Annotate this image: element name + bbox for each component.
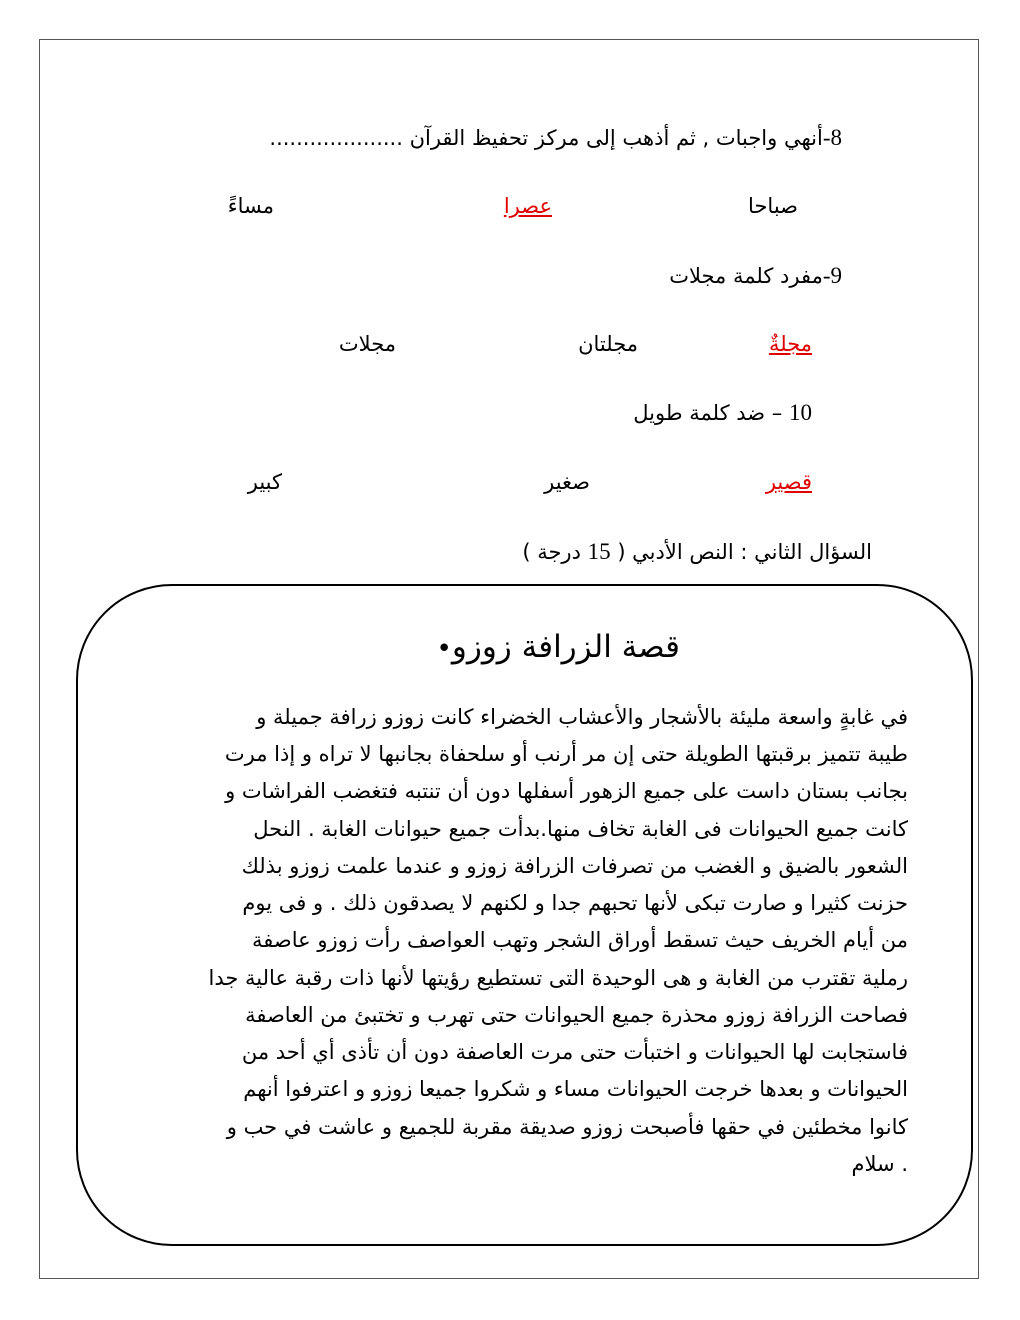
question-8-option-1: صباحا xyxy=(748,194,798,218)
question-8 xyxy=(269,124,842,152)
story-title-text: قصة الزرافة زوزو xyxy=(451,629,680,665)
story-line: فصاحت الزرافة زوزو محذرة جميع الحيوانات حتى تهرب و تختبئ من العاصفة xyxy=(245,1003,908,1027)
question-10-number: 10 xyxy=(789,400,812,425)
question-9-number: 9- xyxy=(822,263,842,288)
section-2-heading-prefix: السؤال الثاني : النص الأدبي ( xyxy=(617,540,872,564)
story-line: كانوا مخطئين في حقها فأصبحت زوزو صديقة مقربة للجميع و عاشت في حب و xyxy=(226,1115,908,1139)
bullet-icon: • xyxy=(436,634,452,664)
question-9-option-3: مجلات xyxy=(338,332,396,356)
question-8-option-3: مساءً xyxy=(227,194,274,218)
story-line: رملية تقترب من الغابة و هى الوحيدة التى تستطيع رؤيتها لأنها ذات رقبة عالية جدا xyxy=(208,966,908,990)
question-8-option-2-correct: عصرا xyxy=(503,194,552,218)
story-line: كانت جميع الحيوانات فى الغابة تخاف منها.بدأت جميع حيوانات الغابة . النحل xyxy=(253,817,908,841)
story-line: في غابةٍ واسعة مليئة بالأشجار والأعشاب الخضراء كانت زوزو زرافة جميلة و xyxy=(256,705,908,729)
story-line: الشعور بالضيق و الغضب من تصرفات الزرافة زوزو و عندما علمت زوزو بذلك xyxy=(241,854,908,878)
story-line: حزنت كثيرا و صارت تبكى لأنها تحبهم جدا و لكنهم لا يصدقون ذلك . و فى يوم xyxy=(242,891,908,915)
story-line: طيبة تتميز برقبتها الطويلة حتى إن مر أرنب أو سلحفاة بجانبها لا تراه و إذا مرت xyxy=(224,742,908,766)
section-2-heading xyxy=(522,538,872,566)
question-10 xyxy=(633,399,812,427)
question-9-option-1-correct: مجلةٌ xyxy=(768,332,812,356)
story-line: فاستجابت لها الحيوانات و اختبأت حتى مرت العاصفة دون أن تأذى أي أحد من xyxy=(241,1040,908,1064)
question-10-option-3: كبير xyxy=(247,470,282,494)
story-line: بجانب بستان داست على جميع الزهور أسفلها دون أن تنتبه فتغضب الفراشات و xyxy=(225,779,908,803)
question-10-text: – ضد كلمة طويل xyxy=(633,401,783,425)
question-10-option-2: صغير xyxy=(544,470,590,494)
question-10-option-1-correct: قصير xyxy=(765,470,812,494)
story-line: . سلام xyxy=(851,1152,908,1176)
section-2-points: 15 xyxy=(587,539,611,564)
question-9-option-2: مجلتان xyxy=(578,332,638,356)
story-title xyxy=(423,624,680,672)
story-line: من أيام الخريف حيث تسقط أوراق الشجر وتهب العواصف رأت زوزو عاصفة xyxy=(252,928,908,952)
section-2-heading-suffix: درجة ) xyxy=(522,540,581,564)
question-9 xyxy=(669,262,842,290)
story-line: الحيوانات و بعدها خرجت الحيوانات مساء و شكروا جميعا زوزو و اعترفوا أنهم xyxy=(243,1077,908,1101)
question-9-text: مفرد كلمة مجلات xyxy=(669,264,823,288)
question-8-number: 8- xyxy=(822,125,842,150)
question-8-text: أنهي واجبات , ثم أذهب إلى مركز تحفيظ القرآن .................... xyxy=(269,126,823,150)
